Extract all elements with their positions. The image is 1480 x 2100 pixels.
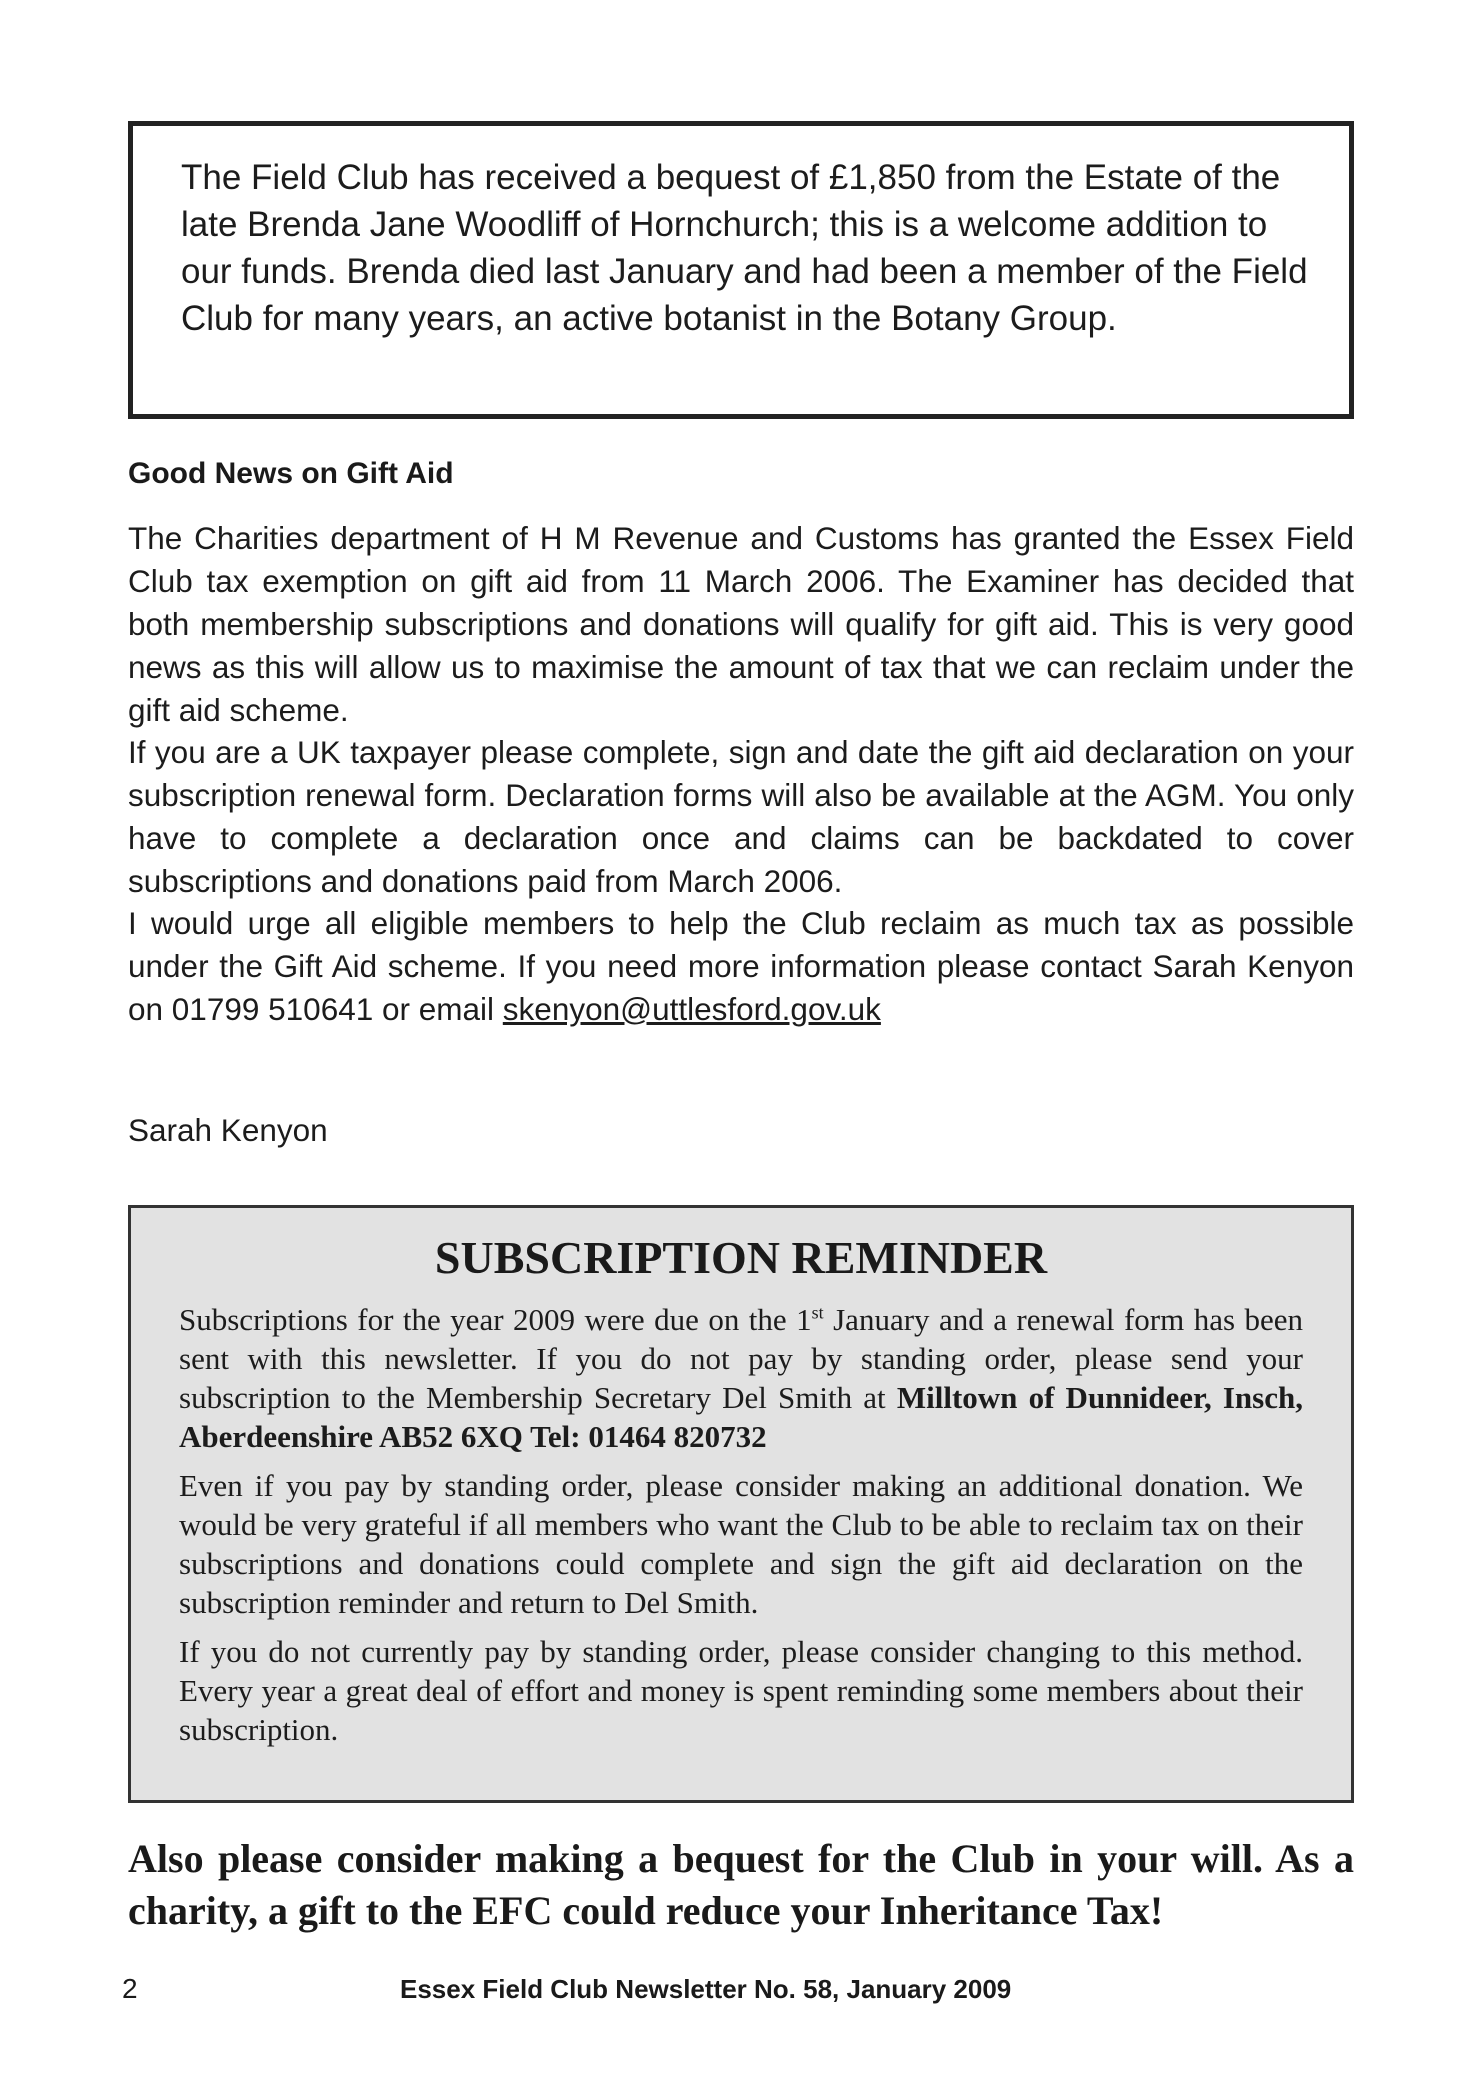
bequest-notice-box [128,121,1354,419]
closing-note: Also please consider making a bequest for the Club in your will. As a charity, a gift to the EFC could reduce your Inheritance Tax! [128,1836,1354,1933]
page-number: 2 [122,1973,138,2004]
signature: Sarah Kenyon [128,1112,328,1148]
gift-aid-paragraph-2: If you are a UK taxpayer please complete, sign and date the gift aid declaration on your subscription renewal form. Declaration forms will also be available at the AGM. You only have to complete a declaration once and claims can be backdated to cover subscriptions and donations paid from March 2006. [128,734,1354,899]
bequest-notice-text: The Field Club has received a bequest of £1,850 from the Estate of the late Brenda Jane Woodliff of Hornchurch; this is a welcome addition to our funds. Brenda died last January and had been a member of the Field Club for many years, an active botanist in the Botany Group. [181,158,1308,338]
gift-aid-paragraph-1: The Charities department of H M Revenue and Customs has granted the Essex Field Club tax exemption on gift aid from 11 March 2006. The Examiner has decided that both membership subscriptions and donations will qualify for gift aid. This is very good news as this will allow us to maximise the amount of tax that we can reclaim under the gift aid scheme. [128,520,1354,728]
subscription-reminder-box [128,1205,1354,1803]
gift-aid-heading: Good News on Gift Aid [128,457,454,490]
subscription-paragraph-3: If you do not currently pay by standing order, please consider changing to this method. Every year a great deal of effort and money is spent reminding some members about their subscription. [179,1634,1303,1747]
contact-email-link[interactable]: skenyon@uttlesford.gov.uk [502,991,881,1027]
subscription-paragraph-2: Even if you pay by standing order, please consider making an additional donation. We would be very grateful if all members who want the Club to be able to reclaim tax on their subscriptions and donations could complete and sign the gift aid declaration on the subscription reminder and return to Del Smith. [179,1468,1303,1620]
subscription-paragraph-1 [179,1300,1303,1456]
gift-aid-paragraph-3-text: I would urge all eligible members to help the Club reclaim as much tax as possible under the Gift Aid scheme. If you need more information please contact Sarah Kenyon on 01799 510641 or email [128,905,1354,1027]
subscription-reminder-title: SUBSCRIPTION REMINDER [434,1232,1048,1283]
subscription-paragraph-1-middle: January and a renewal form has been sent with this newsletter. If you do not pay by standing order, please send your subscription to the Membership Secretary Del Smith at [179,1302,1303,1415]
footer-title: Essex Field Club Newsletter No. 58, January 2009 [400,1974,1012,2004]
subscription-paragraph-1-start: Subscriptions for the year 2009 were due on the 1 [179,1302,812,1337]
membership-secretary-address: Milltown of Dunnideer, Insch, Aberdeenshire AB52 6XQ Tel: 01464 820732 [179,1380,1303,1454]
ordinal-suffix: st [811,1302,824,1323]
gift-aid-paragraph-3 [128,902,1354,1031]
